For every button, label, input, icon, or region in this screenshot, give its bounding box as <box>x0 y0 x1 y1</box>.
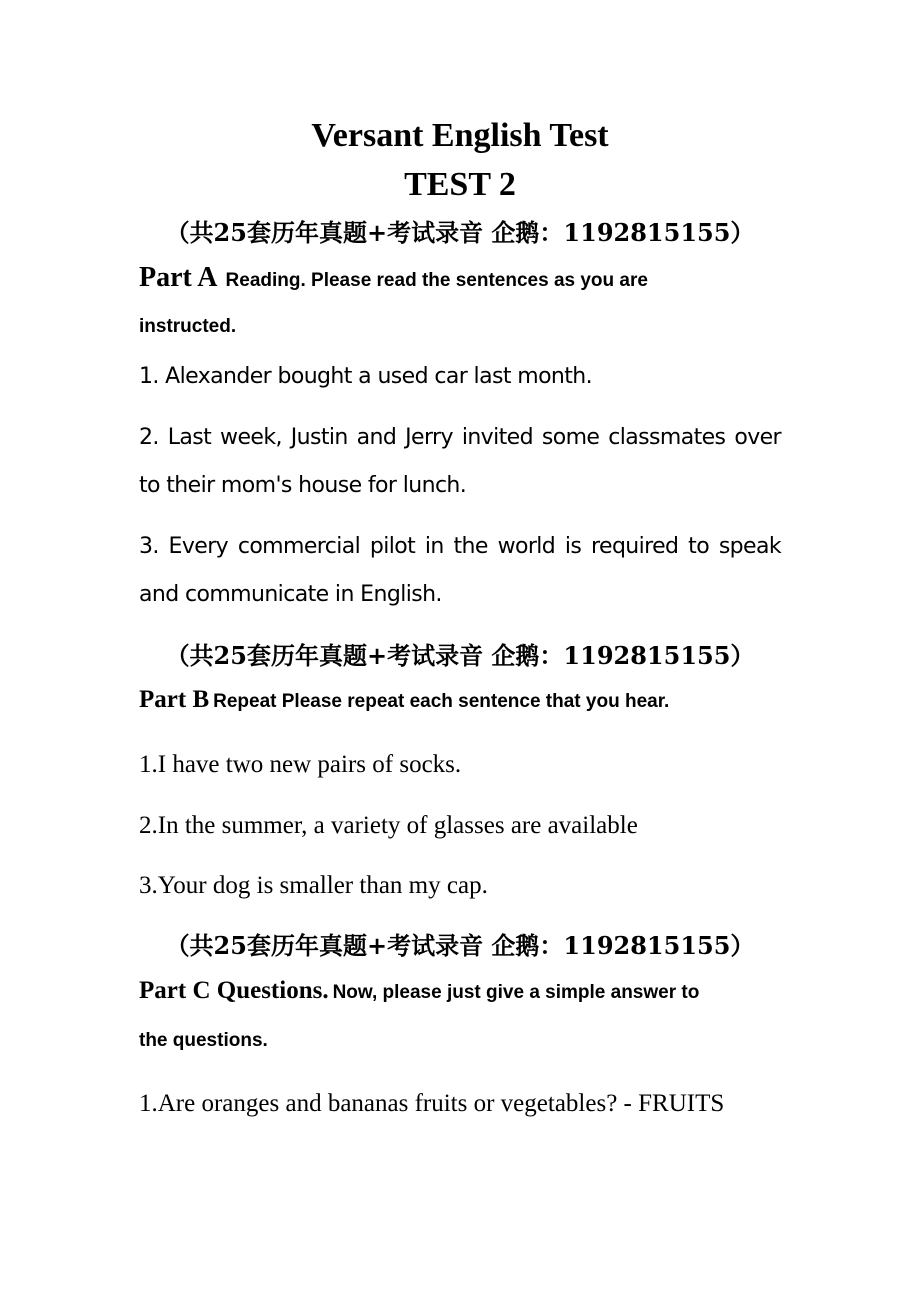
part-c-header <box>139 977 784 1005</box>
part-a-item-2: 2. Last week, Justin and Jerry invited some classmates over to their mom's house for lunch. <box>139 425 781 498</box>
part-b-item-1: 1.I have two new pairs of socks. <box>139 751 462 778</box>
part-a-item-1: 1. Alexander bought a used car last month. <box>139 364 593 389</box>
promo-banner: （共25套历年真题+考试录音 企鹅：1192815155） <box>165 641 755 670</box>
promo-banner: （共25套历年真题+考试录音 企鹅：1192815155） <box>165 218 755 247</box>
part-c-heading: Part C Questions. <box>139 977 329 1004</box>
part-b-heading: Part B <box>139 686 210 713</box>
part-a-heading: Part A <box>139 262 218 293</box>
part-b-item-3: 3.Your dog is smaller than my cap. <box>139 872 488 899</box>
part-a-header <box>139 262 784 294</box>
part-a-instruction: Reading. Please read the sentences as you are <box>225 270 648 291</box>
document-title: Versant English Test <box>311 117 609 154</box>
part-b-item-2: 2.In the summer, a variety of glasses are available <box>139 812 638 839</box>
part-c-instruction: Now, please just give a simple answer to <box>332 982 700 1003</box>
part-c-item-1: 1.Are oranges and bananas fruits or vegetables? - FRUITS <box>139 1090 725 1117</box>
part-a-item-3: 3. Every commercial pilot in the world is required to speak and communicate in English. <box>139 534 781 607</box>
document-subtitle: TEST 2 <box>404 166 516 203</box>
part-a-instruction-continued: instructed. <box>139 316 237 337</box>
part-c-instruction-continued: the questions. <box>139 1030 268 1051</box>
part-b-instruction: Repeat Please repeat each sentence that you hear. <box>213 691 670 712</box>
promo-banner: （共25套历年真题+考试录音 企鹅：1192815155） <box>165 931 755 960</box>
part-b-header <box>139 686 784 714</box>
